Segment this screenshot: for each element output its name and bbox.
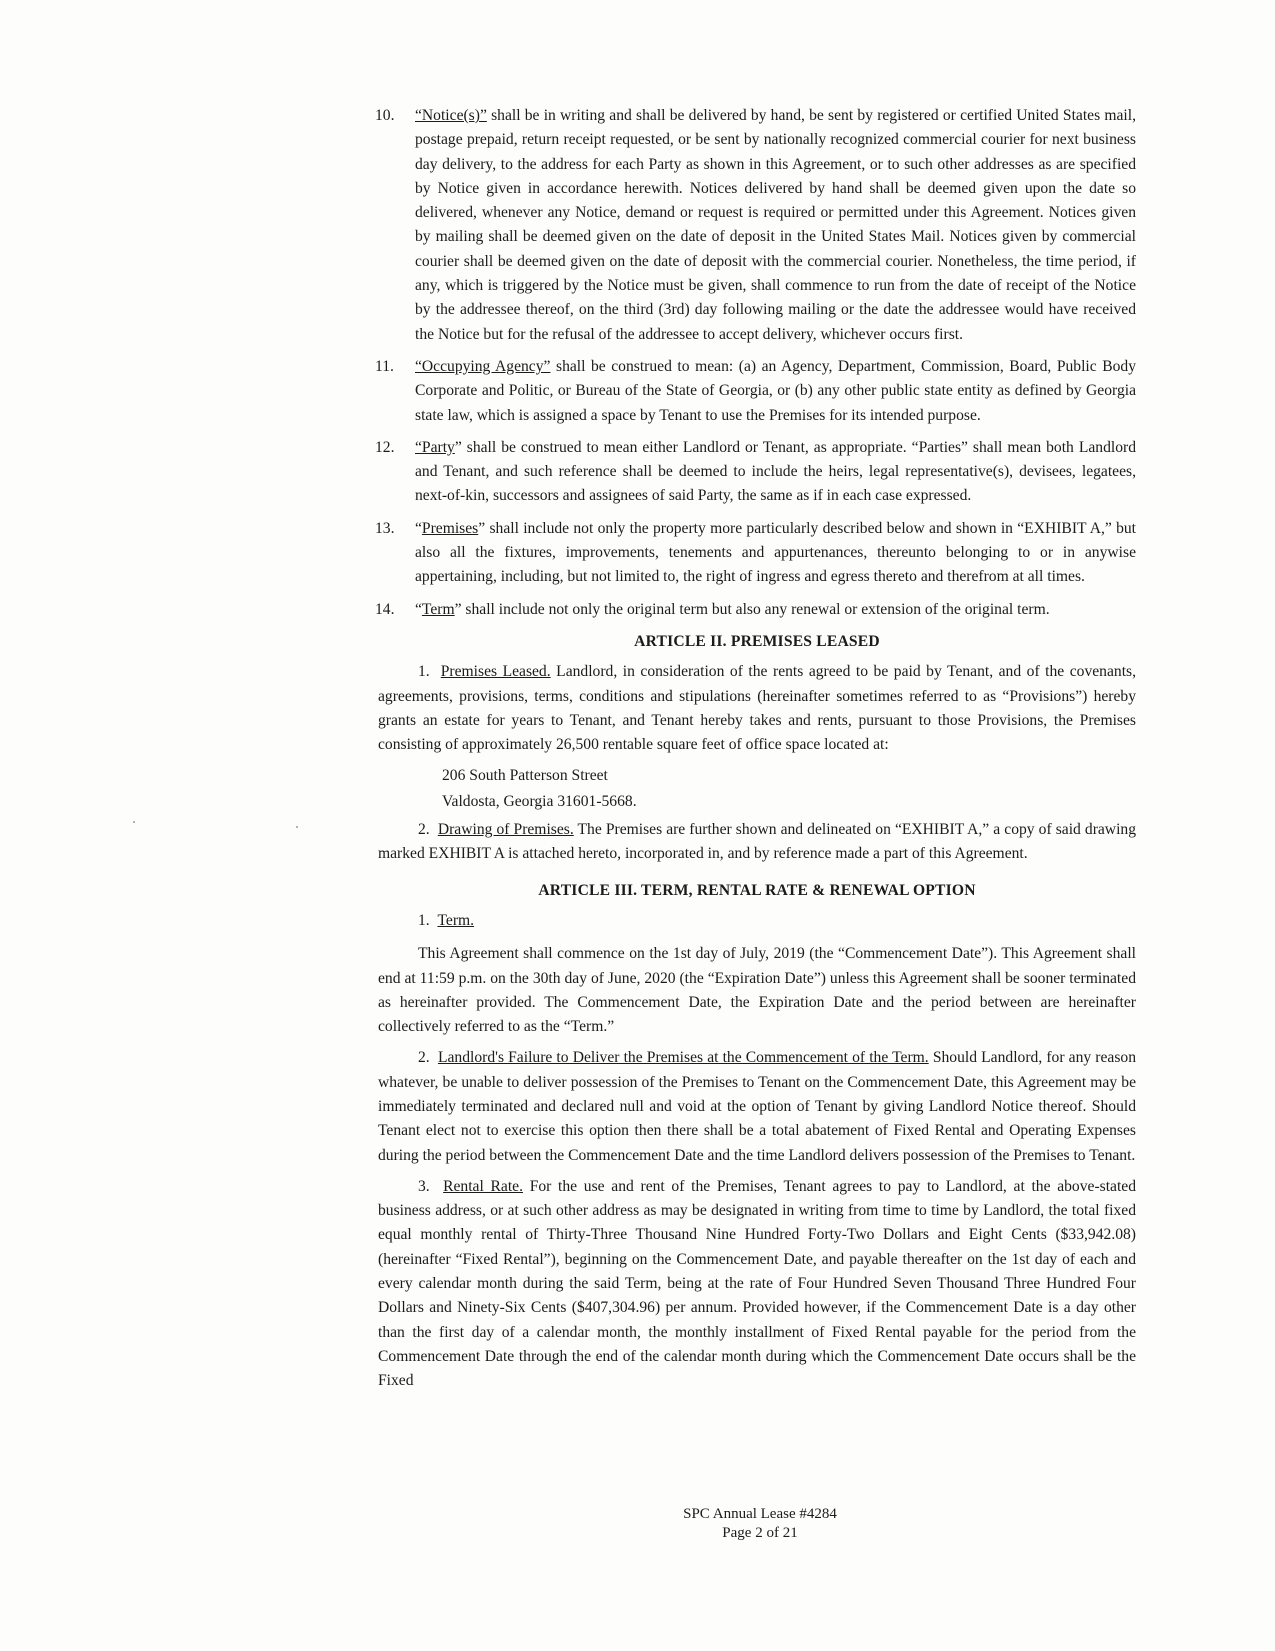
definition-number: 13. — [375, 519, 395, 537]
article-2-heading: ARTICLE II. PREMISES LEASED — [634, 632, 880, 650]
scan-speck — [133, 821, 135, 823]
section-number: 1. — [418, 911, 430, 929]
definition-premises — [375, 517, 1136, 590]
section-term-heading — [378, 909, 1136, 933]
section-title: Landlord's Failure to Deliver the Premises at the Commencement of the Term. — [437, 1049, 929, 1067]
definition-term — [375, 598, 1136, 622]
section-failure-to-deliver — [378, 1046, 1136, 1167]
section-number: 2. — [418, 821, 430, 839]
section-premises-leased — [378, 660, 1136, 757]
definition-number: 10. — [375, 107, 395, 124]
address-street: 206 South Patterson Street — [442, 767, 608, 785]
premises-address — [378, 764, 1136, 814]
definition-occupying-agency — [375, 355, 1137, 428]
section-text: The Premises are further shown and delineated on “EXHIBIT A,” a copy of said drawing marked EXHIBIT A is attached hereto, incorporated in, and by reference made a part of this Agreement. — [378, 821, 1136, 863]
section-title: Premises Leased. — [440, 663, 551, 681]
definition-notices — [375, 104, 1136, 347]
open-quote: “ — [415, 519, 422, 537]
definition-number: 12. — [375, 438, 395, 456]
section-text: Should Landlord, for any reason whatever, be unable to deliver possession of the Premises to Tenant on the Commencement Date, this Agreement may be immediately terminated and declared null and void at the option of Tenant by giving Landlord Notice thereof. Should Tenant elect not to exercise this option then there shall be a total abatement of Fixed Rental and Operating Expenses during the period between the Commencement Date and the time Landlord delivers possession of the Premises to Tenant. — [378, 1049, 1136, 1164]
lease-page-body — [375, 104, 1137, 1401]
definition-text: shall be in writing and shall be delivered by hand, be sent by registered or certified United States mail, postage prepaid, return receipt requested, or be sent by nationally recognized commercial courier for next business day delivery, to the address for each Party as shown in this Agreement, or to such other addresses as are specified by Notice given in accordance herewith. Notices delivered by hand shall be deemed given upon the date so delivered, whenever any Notice, demand or request is required or permitted under this Agreement. Notices given by mailing shall be deemed given on the date of deposit in the United States Mail. Notices given by commercial courier shall be deemed given on the date of deposit with the commercial courier. Nonetheless, the time period, if any, which is triggered by the Notice must be given, shall commence to run from the date of receipt of the Notice by the addressee thereof, on the third (3rd) day following mailing or the date the addressee would have received the Notice but for the refusal of the addressee to accept delivery, whichever occurs first. — [415, 107, 1136, 343]
section-text: Landlord, in consideration of the rents agreed to be paid by Tenant, and of the covenants, agreements, provisions, terms, conditions and stipulations (hereinafter sometimes referred to as “Provisions”) hereby grants an estate for years to Tenant, and Tenant hereby takes and rents, pursuant to those Provisions, the Premises consisting of approximately 26,500 rentable square feet of office space located at: — [378, 663, 1137, 754]
definition-number: 11. — [375, 357, 394, 375]
defined-term: “Notice(s)” — [415, 107, 487, 124]
footer-page-number: Page 2 of 21 — [722, 1525, 798, 1541]
section-number: 3. — [418, 1177, 430, 1195]
section-number: 1. — [418, 663, 430, 681]
defined-term: “Occupying Agency” — [415, 357, 551, 375]
page-footer — [640, 1505, 880, 1543]
section-title: Rental Rate. — [443, 1177, 523, 1195]
definition-text: shall be construed to mean: (a) an Agency, Department, Commission, Board, Public Body Corporate and Politic, or Bureau of the State of Georgia, or (b) any other public state entity as defined by Georgia state law, which is assigned a space by Tenant to use the Premises for its intended purpose. — [415, 357, 1137, 424]
defined-term: Term — [421, 600, 455, 618]
definition-text: ” shall be construed to mean either Landlord or Tenant, as appropriate. “Parties” shall mean both Landlord and Tenant, and such reference shall be deemed to include the heirs, legal representative(s), devisees, legatees, next-of-kin, successors and assignees of said Party, the same as if in each case expressed. — [415, 438, 1136, 505]
defined-term: “Party — [415, 438, 455, 456]
section-number: 2. — [418, 1049, 430, 1067]
defined-term: Premises — [421, 519, 479, 537]
section-term-text: This Agreement shall commence on the 1st day of July, 2019 (the “Commencement Date”). This Agreement shall end at 11:59 p.m. on the 30th day of June, 2020 (the “Expiration Date”) unless this Agreement shall be sooner terminated as hereinafter provided. The Commencement Date, the Expiration Date and the period between are hereinafter collectively referred to as the “Term.” — [378, 945, 1136, 1036]
section-rental-rate — [378, 1175, 1136, 1394]
section-title: Drawing of Premises. — [437, 821, 574, 839]
address-city: Valdosta, Georgia 31601-5668. — [442, 792, 637, 810]
open-quote: “ — [415, 600, 422, 618]
definition-number: 14. — [375, 600, 395, 618]
section-text: For the use and rent of the Premises, Tenant agrees to pay to Landlord, at the above-stated business address, or at such other address as may be designated in writing from time to time by Landlord, the total fixed equal monthly rental of Thirty-Three Thousand Nine Hundred Forty-Two Dollars and Eight Cents ($33,942.08)(hereinafter “Fixed Rental”), beginning on the Commencement Date, and payable thereafter on the 1st day of each and every calendar month during the said Term, being at the rate of Four Hundred Seven Thousand Three Hundred Four Dollars and Ninety-Six Cents ($407,304.96) per annum. Provided however, if the Commencement Date is a day other than the first day of a calendar month, the monthly installment of Fixed Rental payable for the period from the Commencement Date through the end of the calendar month during which the Commencement Date occurs shall be the Fixed — [378, 1177, 1137, 1390]
scan-speck — [296, 826, 298, 828]
definition-text: ” shall include not only the property more particularly described below and shown in “EXHIBIT A,” but also all the fixtures, improvements, tenements and appurtenances, thereunto belonging to or in anywise appertaining, including, but not limited to, the right of ingress and egress thereto and therefrom at all times. — [415, 519, 1136, 586]
article-3-heading: ARTICLE III. TERM, RENTAL RATE & RENEWAL OPTION — [538, 881, 976, 899]
section-title: Term. — [437, 911, 475, 929]
footer-lease-id: SPC Annual Lease #4284 — [683, 1506, 837, 1522]
section-drawing-of-premises — [378, 818, 1136, 867]
definition-party — [375, 436, 1136, 509]
definition-text: ” shall include not only the original term but also any renewal or extension of the original term. — [454, 600, 1050, 618]
